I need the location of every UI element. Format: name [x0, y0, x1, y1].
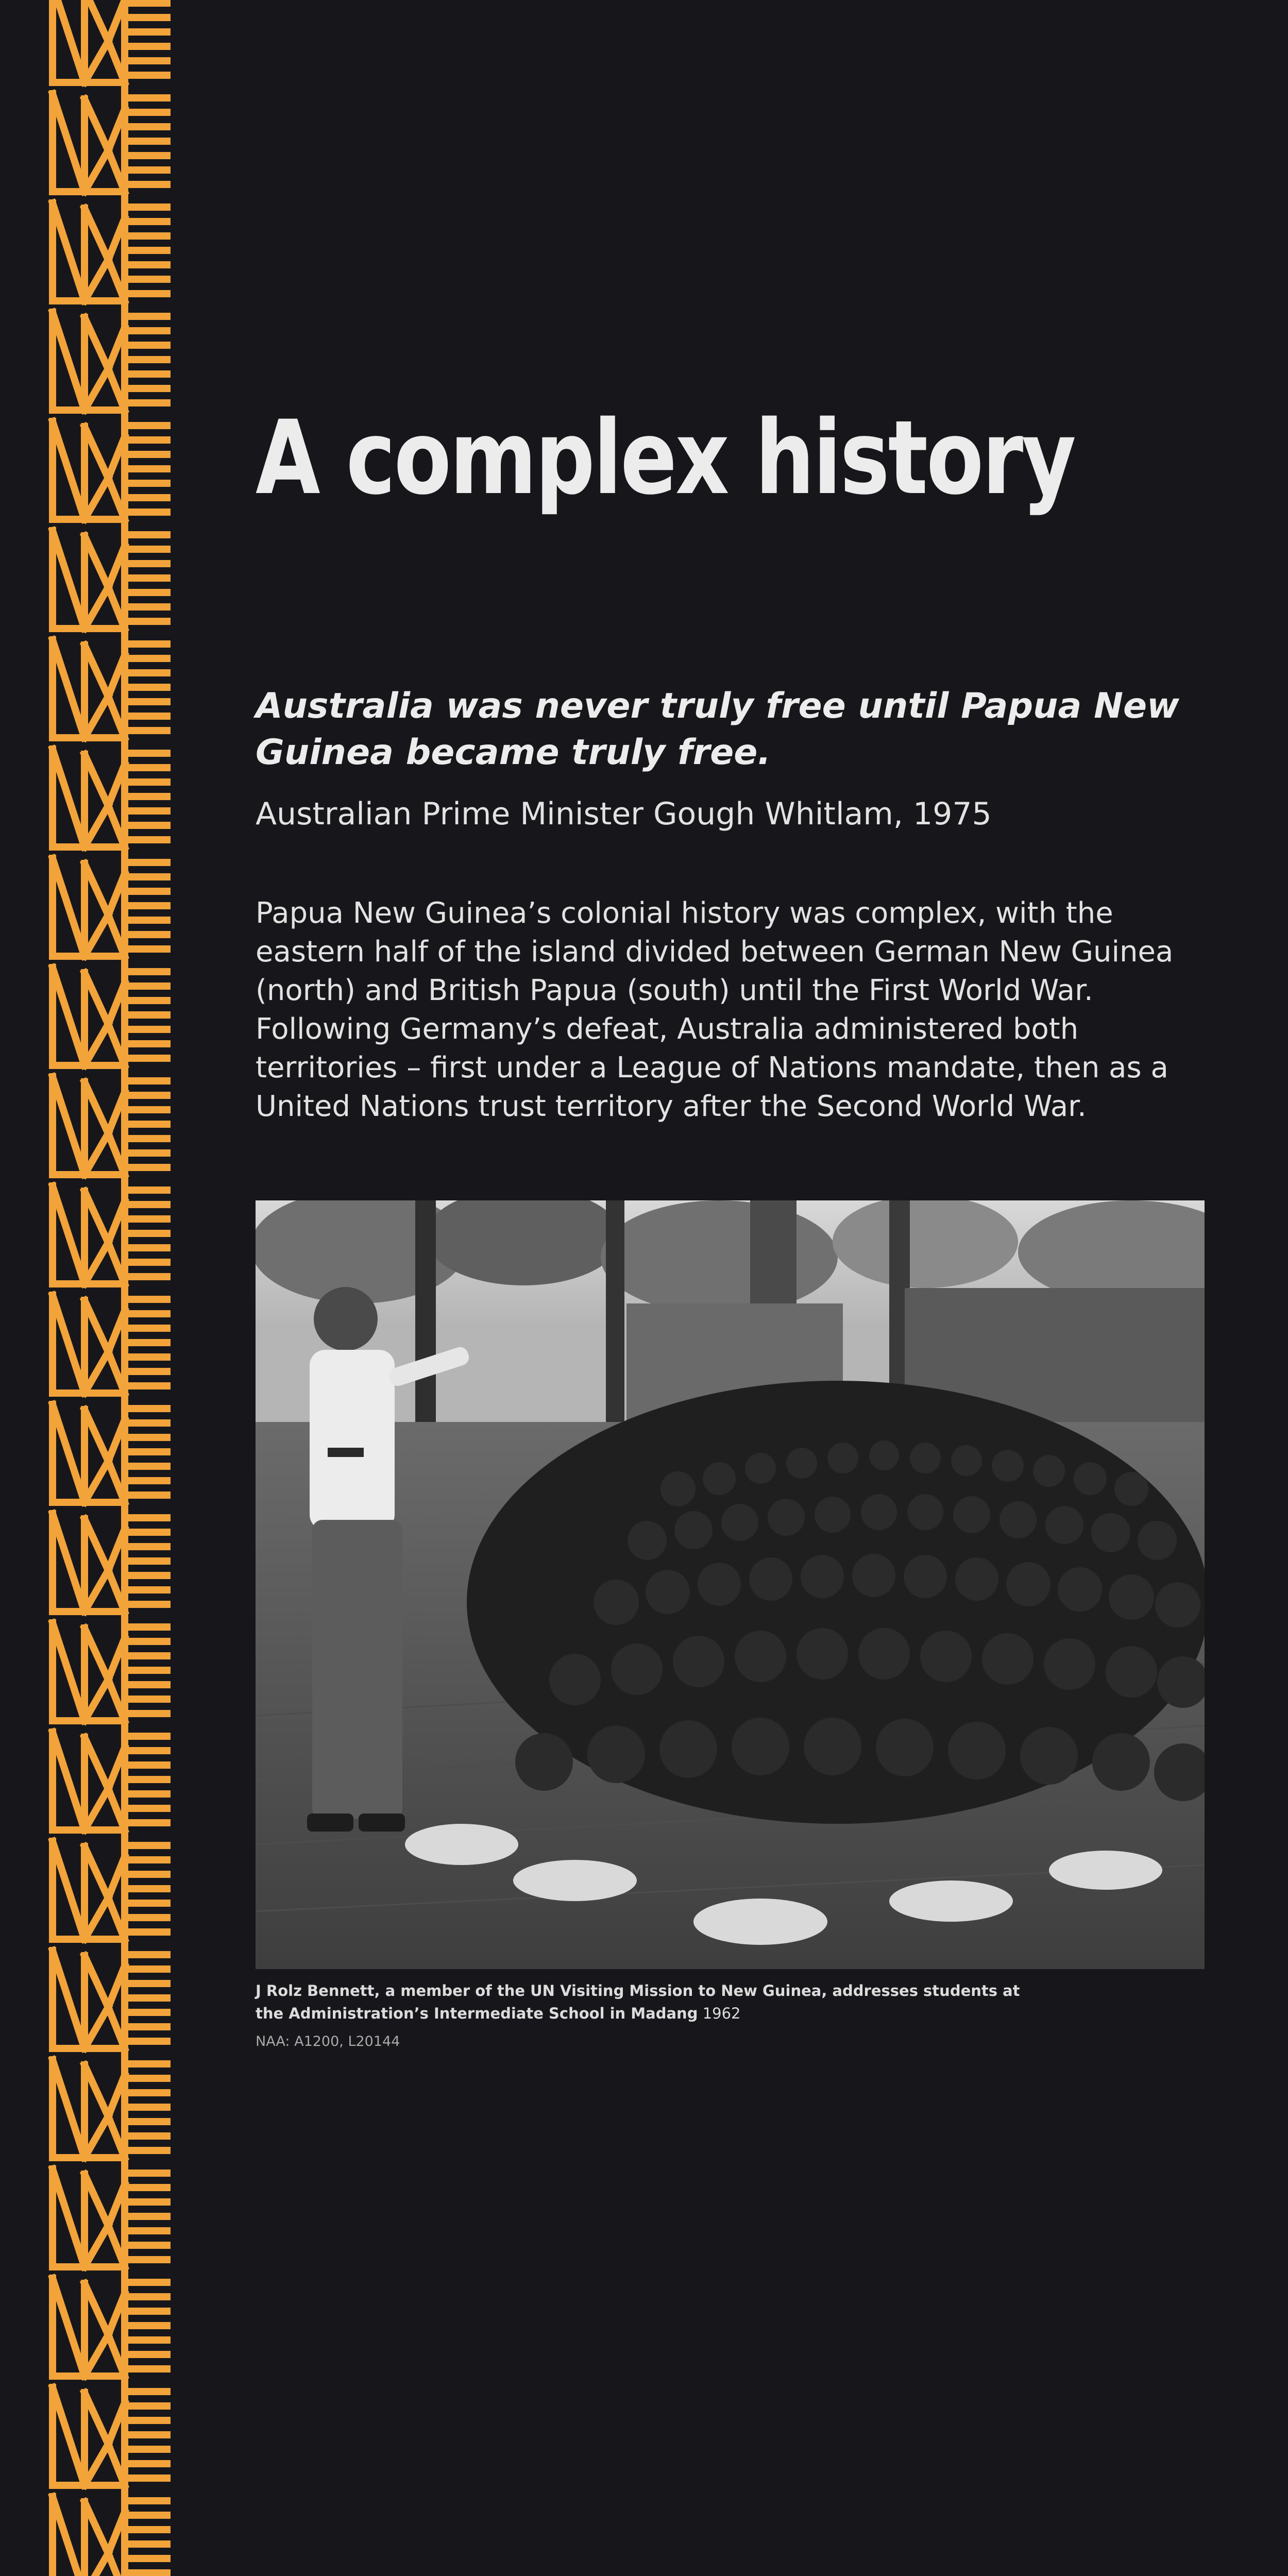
- pattern-motif: [53, 1839, 167, 1942]
- body-paragraph: Papua New Guinea’s colonial history was complex, with the eastern half of the island divided between German New Guinea (north) and British Papua (south) until the First World War. Following Germany’s defeat, Australia administered both territories – first under a League of Nations mandate, then as a United Nations trust territory after the Second World War.: [256, 896, 1174, 1123]
- pattern-motif: [53, 2166, 167, 2269]
- pattern-motif: [53, 2057, 167, 2160]
- pattern-motif: [53, 747, 167, 850]
- pattern-motif: [53, 1730, 167, 1833]
- historical-photo: [256, 1200, 1205, 1969]
- pattern-motif: [53, 1620, 167, 1723]
- classroom-photo-illustration: [256, 1200, 1205, 1969]
- pattern-motif: [53, 91, 167, 194]
- caption-title: J Rolz Bennett, a member of the UN Visiting Mission to New Guinea, addresses students at the Administration’s Intermediate School in Madang: [256, 1982, 1020, 2022]
- pattern-motif: [53, 1948, 167, 2051]
- pattern-motif: [53, 856, 167, 959]
- pattern-motif: [53, 310, 167, 413]
- pattern-motif: [53, 528, 167, 631]
- quote-attribution: Australian Prime Minister Gough Whitlam, 1975: [256, 796, 992, 832]
- pattern-motif: [53, 1074, 167, 1177]
- pattern-motif-column: [47, 0, 187, 2576]
- pattern-motif: [53, 0, 167, 85]
- photo-source-reference: NAA: A1200, L20144: [256, 2033, 400, 2049]
- pattern-motif: [53, 419, 167, 522]
- pattern-motif: [53, 2494, 167, 2576]
- photo-caption: [256, 1979, 1028, 2025]
- pattern-motif: [53, 1402, 167, 1505]
- caption-year: 1962: [702, 2005, 741, 2022]
- pattern-motif: [53, 1183, 167, 1286]
- quote-text: Australia was never truly free until Papua New Guinea became truly free.: [256, 686, 1179, 773]
- pattern-motif: [53, 200, 167, 303]
- pattern-motif: [53, 637, 167, 740]
- pattern-motif: [53, 965, 167, 1068]
- decorative-pattern-border: [47, 0, 187, 2576]
- pattern-motif: [53, 2276, 167, 2379]
- pattern-motif: [53, 1293, 167, 1396]
- pattern-motif: [53, 1511, 167, 1614]
- page-title: A complex history: [256, 398, 1075, 517]
- pattern-motif: [53, 2385, 167, 2488]
